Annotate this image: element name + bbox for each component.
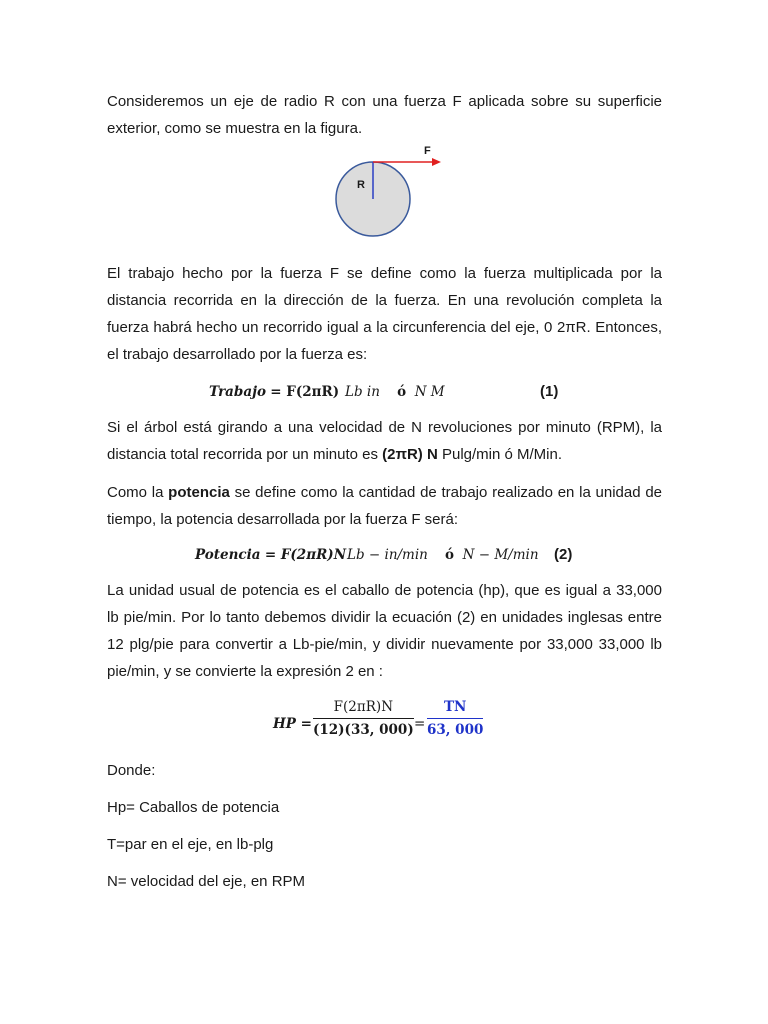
potencia-text-b: se define como la cantidad de trabajo realizado en la unidad de tiempo, la potencia desarrollada por la fuerza F será: — [107, 484, 662, 528]
arbol-text-bold: (2πR) N — [382, 446, 438, 463]
definition-item: Hp= Caballos de potencia — [107, 799, 280, 816]
trabajo-paragraph: El trabajo hecho por la fuerza F se define como la fuerza multiplicada por la distancia recorrida en la dirección de la fuerza. En una revolución completa la fuerza habrá hecho un recorrido igual a la circunferencia del eje, 0 2πR. Entonces, el trabajo desarrollado por la fuerza es: — [107, 265, 662, 363]
eq1-units2: N M — [414, 384, 445, 400]
equation-1 — [107, 378, 662, 408]
hp-paragraph: La unidad usual de potencia es el caballo de potencia (hp), que es igual a 33,000 lb pie/min. Por lo tanto debemos dividir la ecuación (2) en unidades inglesas entre 12 plg/pie para convertir a Lb-pie/min, y dividir nuevamente por 33,000 33,000 lb pie/min, y se convierte la expresión 2 en : — [107, 582, 662, 680]
arbol-text-b: Pulg/min ó M/Min. — [437, 446, 563, 463]
eq1-or: ó — [397, 384, 407, 400]
equation-3 — [107, 695, 662, 755]
eq2-rhs: = F(2πR)N — [264, 547, 347, 563]
eq3-lhs: HP = — [273, 716, 312, 732]
eq1-number: (1) — [540, 383, 559, 400]
eq2-or: ó — [445, 547, 455, 563]
eq3-fraction-2 — [427, 699, 483, 738]
eq3-denominator-2: 63, 000 — [427, 722, 484, 738]
definition-item: T=par en el eje, en lb-plg — [107, 836, 274, 853]
eq1-units-text: Lb in — [345, 384, 380, 400]
eq2-units — [347, 547, 539, 563]
eq1-units — [345, 384, 445, 400]
eq3-denominator: (12)(33, 000) — [313, 722, 414, 738]
arbol-text-a: Si el árbol está girando a una velocidad de N revoluciones por minuto (RPM), la distancia total recorrida por un minuto es — [107, 419, 662, 463]
eq2-units-text: Lb − in/min — [347, 547, 428, 563]
arbol-paragraph — [107, 414, 662, 468]
donde-label: Donde: — [107, 762, 156, 779]
eq1-lhs: Trabajo — [209, 384, 266, 400]
document-page — [107, 88, 662, 895]
shaft-diagram — [107, 142, 662, 254]
eq3-equals: = — [414, 716, 426, 732]
potencia-paragraph — [107, 479, 662, 533]
intro-paragraph: Consideremos un eje de radio R con una fuerza F aplicada sobre su superficie exterior, como se muestra en la figura. — [107, 93, 662, 137]
radius-label: R — [357, 179, 365, 191]
force-arrow-head — [432, 158, 441, 166]
potencia-text-a: Como la — [107, 484, 169, 501]
eq3-numerator: F(2πR)N — [313, 699, 414, 719]
shaft-figure — [107, 142, 662, 254]
eq3-fraction-1 — [313, 699, 414, 738]
force-label: F — [424, 145, 431, 157]
eq3-numerator-2: TN — [427, 699, 483, 719]
definition-item: N= velocidad del eje, en RPM — [107, 873, 306, 890]
eq1-rhs: = F(2πR) — [270, 384, 340, 400]
eq2-units2: N − M/min — [462, 547, 539, 563]
eq2-lhs: Potencia — [195, 547, 261, 563]
eq2-number: (2) — [554, 546, 573, 563]
eq1-formula — [209, 384, 339, 400]
eq2-formula — [195, 547, 346, 563]
potencia-text-bold: potencia — [168, 484, 230, 501]
equation-2 — [107, 541, 662, 571]
